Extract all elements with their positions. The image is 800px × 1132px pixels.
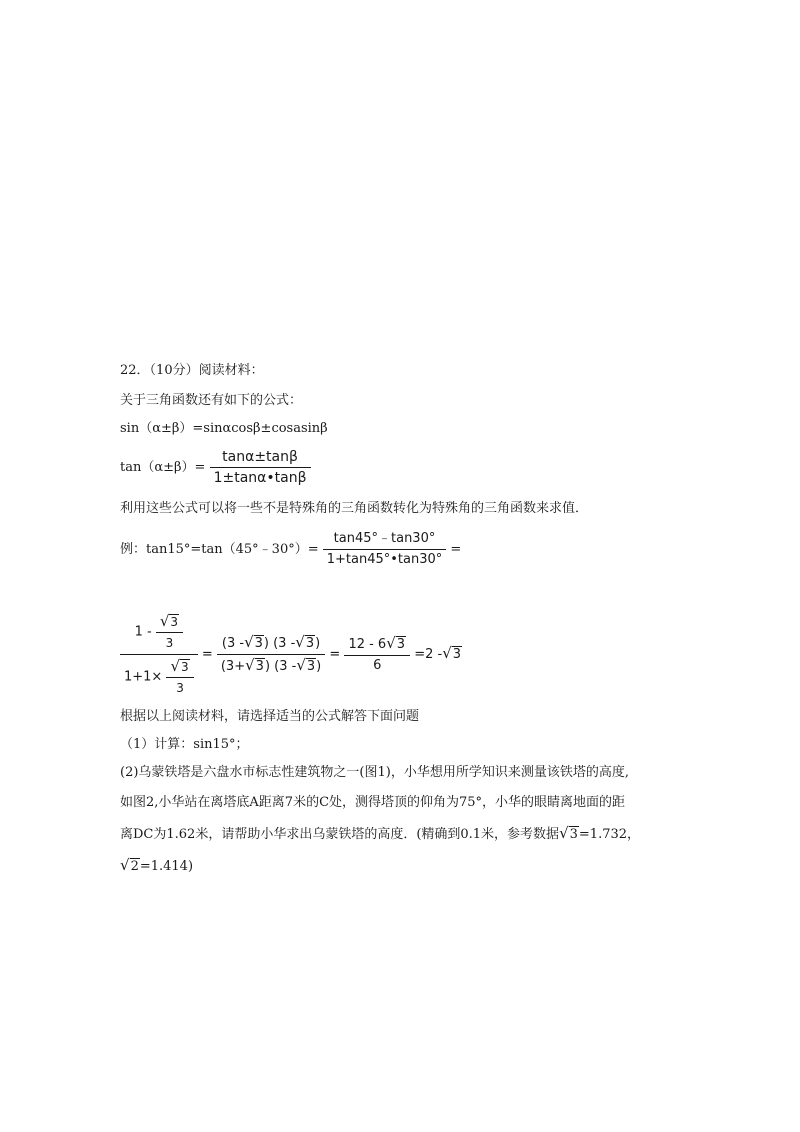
question-2-line-3	[120, 824, 640, 844]
calc-f2-den-part: )	[316, 659, 322, 674]
calc-f2-num-radicand-1: 3	[254, 636, 263, 651]
calc-fraction-1	[120, 612, 198, 697]
sqrt-symbol: √3	[559, 824, 578, 842]
calc-f1-num-inner-fraction	[156, 612, 183, 652]
question-2-sqrt2: 2	[130, 859, 139, 874]
example-fraction	[323, 530, 447, 569]
calc-f1-num-radicand: 3	[170, 615, 179, 629]
question-2-line-4	[120, 856, 193, 876]
calc-f1-num-inner-den: 3	[165, 636, 174, 650]
calc-f1-den-inner-den: 3	[176, 681, 184, 695]
calc-f2-num-part: (3 -	[221, 636, 245, 651]
calc-fraction-3-numerator	[344, 634, 410, 656]
sqrt-symbol: √3	[296, 656, 316, 674]
sqrt-symbol: √3	[386, 634, 406, 652]
tan-formula-lhs: tan（α±β）=	[120, 460, 206, 475]
sqrt-symbol: √3	[245, 656, 264, 674]
calculation-line	[120, 612, 462, 697]
calc-equals-2: =	[329, 647, 341, 662]
calc-f3-num-radicand: 3	[396, 637, 406, 652]
calc-result-radicand: 3	[452, 647, 462, 662]
calc-f2-den-part: ) (3 -	[264, 659, 297, 674]
calc-result-text: =2 -	[414, 647, 443, 662]
calc-fraction-2-numerator	[217, 633, 325, 655]
question-2-line-2: 如图2,小华站在离塔底A距离7米的C处，测得塔顶的仰角为75°，小华的眼睛离地面的距	[120, 795, 626, 810]
calc-equals-1: =	[201, 647, 213, 662]
calc-f1-num-text: 1 -	[134, 624, 152, 640]
calc-f3-num-part: 12 - 6	[348, 637, 387, 652]
calc-f1-den-inner-fraction	[166, 657, 193, 697]
sqrt-symbol: √3	[244, 633, 263, 651]
problem-header: 22．（10分）阅读材料：	[120, 363, 264, 378]
calc-fraction-1-denominator	[120, 655, 198, 697]
prompt-text: 根据以上阅读材料，请选择适当的公式解答下面问题	[120, 709, 420, 724]
sqrt-symbol: √3	[295, 633, 315, 651]
sqrt-symbol: √2	[120, 856, 139, 874]
calc-f2-den-part: (3+	[220, 659, 246, 674]
example-numerator: tan45°﹣tan30°	[323, 530, 447, 550]
example-lhs: 例：tan15°=tan（45°﹣30°）=	[120, 542, 319, 557]
question-2-line-4-value: =1.414)	[139, 859, 194, 874]
calc-fraction-3	[344, 634, 410, 675]
sin-formula: sin（α±β）=sinαcosβ±cosasinβ	[120, 421, 328, 436]
calc-f2-num-radicand-2: 3	[305, 636, 315, 651]
tan-formula-denominator: 1±tanα•tanβ	[213, 470, 307, 486]
question-2-line-1: (2)乌蒙铁塔是六盘水市标志性建筑物之一(图1)，小华想用所学知识来测量该铁塔的高度,	[120, 765, 629, 780]
sqrt-symbol: √3	[170, 657, 189, 675]
calc-f1-den-text: 1+1×	[124, 669, 163, 685]
question-2-line-3-value: =1.732，	[578, 827, 641, 842]
tan-formula-numerator: tanα±tanβ	[210, 448, 311, 468]
question-1: （1）计算：sin15°；	[120, 737, 249, 752]
example-equals: =	[450, 542, 462, 557]
calc-fraction-2-denominator	[217, 655, 325, 676]
calc-f2-den-radicand-1: 3	[255, 659, 264, 674]
question-2-sqrt3: 3	[569, 827, 578, 842]
calc-fraction-1-numerator	[120, 612, 198, 655]
example-line	[120, 530, 461, 569]
tan-formula	[120, 448, 311, 487]
tan-formula-fraction	[210, 448, 311, 487]
question-2-line-3-text: 离DC为1.62米，请帮助小华求出乌蒙铁塔的高度．(精确到0.1米，参考数据	[120, 827, 560, 842]
intro-text: 关于三角函数还有如下的公式：	[120, 393, 303, 408]
sqrt-symbol: √3	[442, 644, 462, 662]
calc-fraction-3-denominator: 6	[373, 658, 382, 673]
calc-f2-num-part: ) (3 -	[263, 636, 296, 651]
example-denominator: 1+tan45°•tan30°	[326, 552, 443, 567]
calc-f2-num-part: )	[315, 636, 321, 651]
calc-fraction-2	[217, 633, 325, 676]
sqrt-symbol: √3	[159, 612, 179, 630]
calc-f2-den-radicand-2: 3	[306, 659, 316, 674]
calc-f1-den-radicand: 3	[181, 660, 189, 674]
explain-text: 利用这些公式可以将一些不是特殊角的三角函数转化为特殊角的三角函数来求值．	[120, 501, 589, 516]
